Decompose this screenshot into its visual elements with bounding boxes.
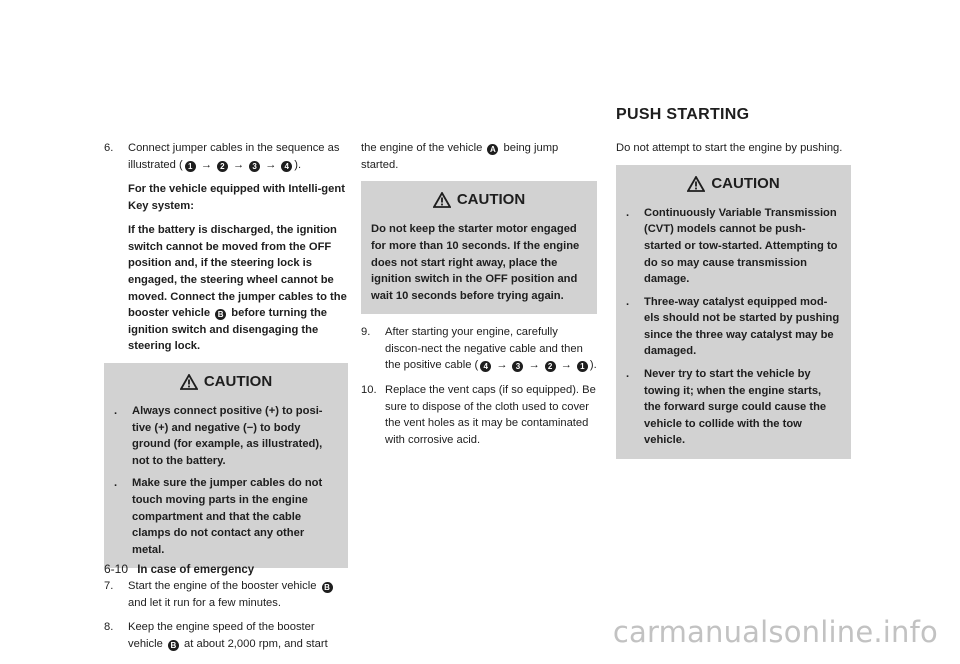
- marker-b: B: [322, 582, 333, 593]
- marker-a: A: [487, 144, 498, 155]
- step-text: After starting your engine, carefully discon-nect the negative cable and then the positive cable (: [385, 326, 583, 372]
- arrow-icon: →: [265, 158, 277, 171]
- caution-box-2: [361, 181, 597, 314]
- column-1: [104, 140, 348, 661]
- caution-title: CAUTION: [711, 174, 780, 192]
- step-6: [104, 140, 348, 355]
- step-text-end: at about 2,000 rpm, and start: [184, 638, 328, 651]
- marker-1: 1: [577, 361, 588, 372]
- caution-item: . Make sure the jumper cables do not touch moving parts in the engine compartment and that the cable clamps do not contact any other metal.: [114, 477, 323, 556]
- page-footer: [104, 561, 254, 579]
- caution-item: . Three-way catalyst equipped mod-els should not be started by pushing since the three way catalyst may be damaged.: [626, 295, 840, 358]
- bullet: .: [626, 295, 630, 308]
- step-10: [361, 382, 597, 448]
- chapter-title: In case of emergency: [137, 564, 255, 576]
- watermark: carmanualsonline.info: [612, 615, 938, 650]
- caution-item: . Continuously Variable Transmission (CVT) models cannot be push-started or tow-started. Attempting to do so may cause transmission damage.: [626, 206, 838, 286]
- marker-b: B: [168, 640, 179, 651]
- push-starting-intro: Do not attempt to start the engine by pushing.: [616, 142, 843, 154]
- step-8: [104, 619, 348, 652]
- caution-box-1: [104, 363, 348, 568]
- marker-b: B: [215, 309, 226, 320]
- marker-4: 4: [480, 361, 491, 372]
- step-number: 8.: [104, 621, 114, 634]
- step-7: [104, 578, 348, 611]
- caution-title: CAUTION: [203, 372, 273, 390]
- column-2: [361, 140, 597, 456]
- bullet: .: [626, 206, 630, 219]
- step-number: 10.: [361, 383, 377, 396]
- step-number: 9.: [361, 326, 371, 339]
- warning-icon: [687, 176, 705, 192]
- bullet: .: [114, 405, 118, 418]
- marker-2: 2: [545, 361, 556, 372]
- step-text: Keep the engine speed of the booster vehicle: [128, 621, 315, 651]
- section-title: PUSH STARTING: [616, 106, 750, 123]
- bullet: .: [626, 367, 630, 380]
- step-8-continued: the engine of the vehicle A being jump started.: [361, 142, 559, 171]
- arrow-icon: →: [560, 359, 572, 372]
- step-number: 6.: [104, 142, 114, 154]
- arrow-icon: →: [496, 359, 508, 372]
- warning-icon: [180, 374, 198, 390]
- column-3: [616, 140, 851, 469]
- step-9: [361, 324, 597, 374]
- marker-4: 4: [281, 161, 292, 172]
- step-text-end: ).: [589, 359, 597, 372]
- arrow-icon: →: [232, 158, 245, 171]
- caution-text: Do not keep the starter motor engaged for more than 10 seconds. If the engine does not start right away, place the ignition switch in the OFF position and wait 10 seconds before trying again.: [371, 223, 580, 302]
- marker-3: 3: [249, 161, 260, 172]
- step-text: Start the engine of the booster vehicle: [128, 580, 317, 593]
- page-number: 6-10: [104, 562, 129, 576]
- arrow-icon: →: [200, 158, 212, 171]
- step-number: 7.: [104, 580, 114, 593]
- caution-item: . Never try to start the vehicle by towing it; when the engine starts, the forward surge could cause the vehicle to collide with the tow vehicle.: [626, 367, 827, 447]
- step-text: Replace the vent caps (if so equipped). Be sure to dispose of the cloth used to cover the vent holes as it may be contaminated with corrosive acid.: [385, 383, 596, 446]
- marker-1: 1: [185, 161, 196, 172]
- intelligent-key-text-end: before turning the ignition switch and disengaging the steering lock.: [128, 307, 328, 353]
- caution-item: . Always connect positive (+) to posi-tive (+) and negative (−) to body ground (for example, as illustrated), not to the battery.: [114, 405, 323, 467]
- intelligent-key-text: If the battery is discharged, the ignition switch cannot be moved from the OFF position and, if the steering lock is engaged, the steering wheel cannot be moved. Connect the jumper cables to the booster vehicle: [128, 224, 347, 320]
- bullet: .: [114, 477, 118, 490]
- caution-title: CAUTION: [456, 191, 526, 209]
- intelligent-key-heading: For the vehicle equipped with Intelli-gent Key system:: [128, 183, 345, 212]
- step-text: Connect jumper cables in the sequence as illustrated (: [128, 142, 340, 171]
- step-text-end: ).: [294, 158, 302, 171]
- step-text-end: and let it run for a few minutes.: [128, 596, 281, 609]
- marker-2: 2: [217, 161, 228, 172]
- caution-box-3: [616, 165, 851, 459]
- arrow-icon: →: [528, 359, 540, 372]
- warning-icon: [433, 192, 451, 208]
- marker-3: 3: [512, 361, 523, 372]
